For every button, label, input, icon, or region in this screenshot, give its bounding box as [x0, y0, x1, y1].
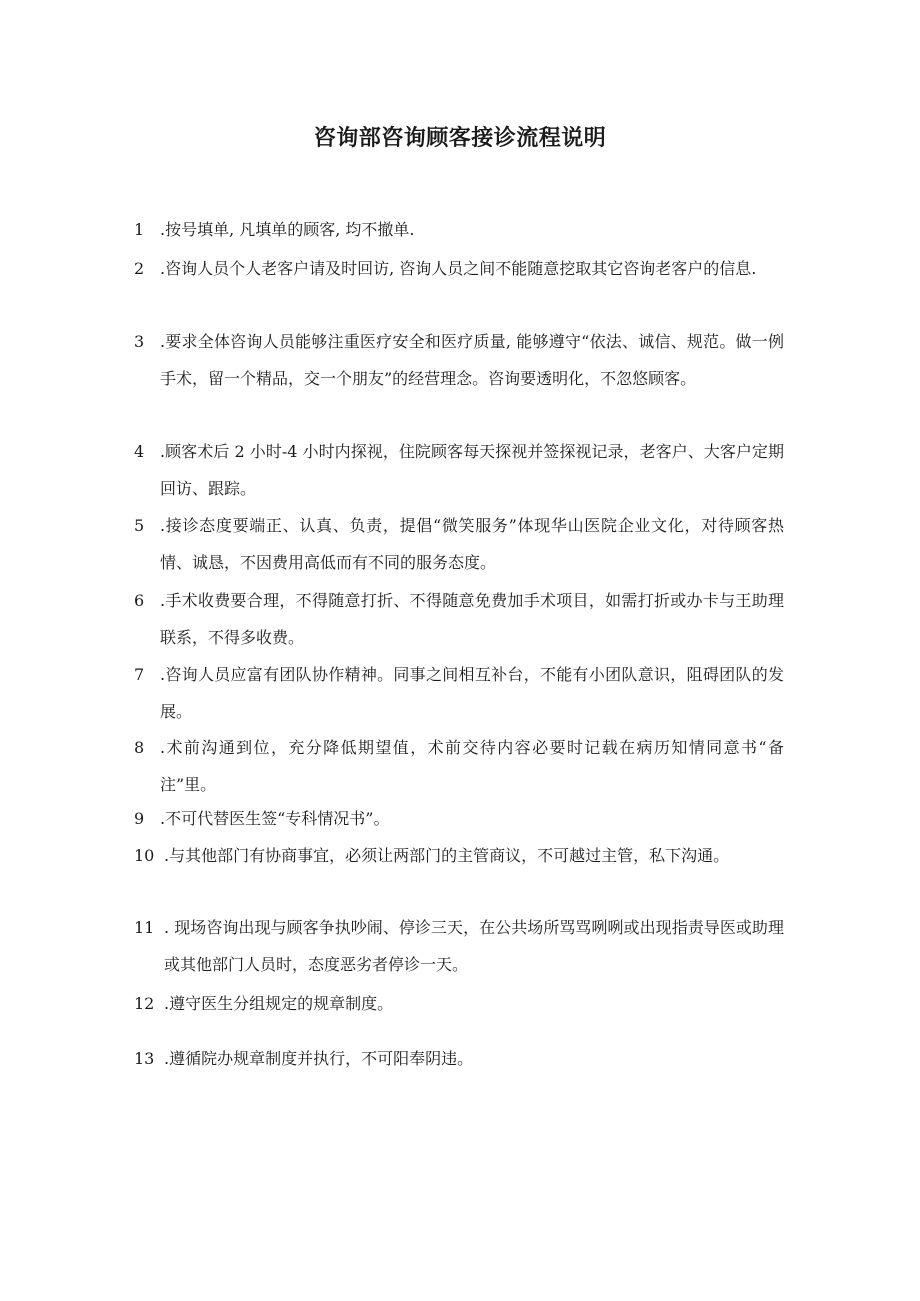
list-item	[134, 433, 784, 507]
document-title: 咨询部咨询顾客接诊流程说明	[313, 126, 607, 151]
list-item	[134, 507, 784, 581]
item-number: 11	[134, 918, 155, 937]
item-text: .咨询人员个人老客户请及时回访, 咨询人员之间不能随意挖取其它咨询老客户的信息.	[160, 259, 757, 278]
item-text: .顾客术后 2 小时-4 小时内探视，住院顾客每天探视并签探视记录，老客户、大客户定期回访、跟踪。	[160, 442, 784, 498]
item-number: 10	[134, 846, 155, 865]
item-text: .遵循院办规章制度并执行，不可阳奉阴违。	[164, 1049, 474, 1068]
list-item	[134, 323, 784, 397]
list-item	[134, 1040, 784, 1077]
item-number: 12	[134, 994, 155, 1013]
list-item	[134, 909, 784, 983]
item-text: .术前沟通到位，充分降低期望值，术前交待内容必要时记载在病历知情同意书“备注”里。	[160, 738, 784, 794]
item-number: 13	[134, 1049, 155, 1068]
item-text: .咨询人员应富有团队协作精神。同事之间相互补台，不能有小团队意识，阻碍团队的发展。	[160, 665, 784, 721]
list-item	[134, 729, 784, 803]
item-number: 6	[134, 591, 145, 610]
item-number: 8	[134, 738, 145, 757]
item-number: 7	[134, 665, 145, 684]
item-text: .不可代替医生签“专科情况书”。	[160, 809, 390, 828]
list-item	[134, 582, 784, 656]
list-item	[134, 656, 784, 730]
item-number: 3	[134, 332, 145, 351]
item-number: 1	[134, 220, 145, 239]
list-item	[134, 837, 784, 874]
item-text: . 现场咨询出现与顾客争执吵闹、停诊三天，在公共场所骂骂咧咧或出现指责导医或助理或其他部门人员时，态度恶劣者停诊一天。	[164, 918, 784, 974]
list-item	[134, 985, 784, 1022]
item-text: .按号填单, 凡填单的顾客, 均不撤单.	[160, 220, 415, 239]
list-item	[134, 250, 784, 287]
list-item	[134, 211, 784, 248]
item-text: .遵守医生分组规定的规章制度。	[164, 994, 394, 1013]
item-text: .接诊态度要端正、认真、负责，提倡“微笑服务”体现华山医院企业文化，对待顾客热情、诚恳，不因费用高低而有不同的服务态度。	[160, 516, 784, 572]
item-number: 9	[134, 809, 145, 828]
item-text: .与其他部门有协商事宜，必须让两部门的主管商议，不可越过主管，私下沟通。	[164, 846, 730, 865]
item-number: 5	[134, 516, 145, 535]
item-text: .要求全体咨询人员能够注重医疗安全和医疗质量, 能够遵守“依法、诚信、规范。做一例手术，留一个精品，交一个朋友”的经营理念。咨询要透明化，不忽悠顾客。	[160, 332, 784, 388]
item-number: 2	[134, 259, 145, 278]
item-text: .手术收费要合理，不得随意打折、不得随意免费加手术项目，如需打折或办卡与王助理联系，不得多收费。	[160, 591, 784, 647]
list-item	[134, 800, 784, 837]
item-number: 4	[134, 442, 145, 461]
